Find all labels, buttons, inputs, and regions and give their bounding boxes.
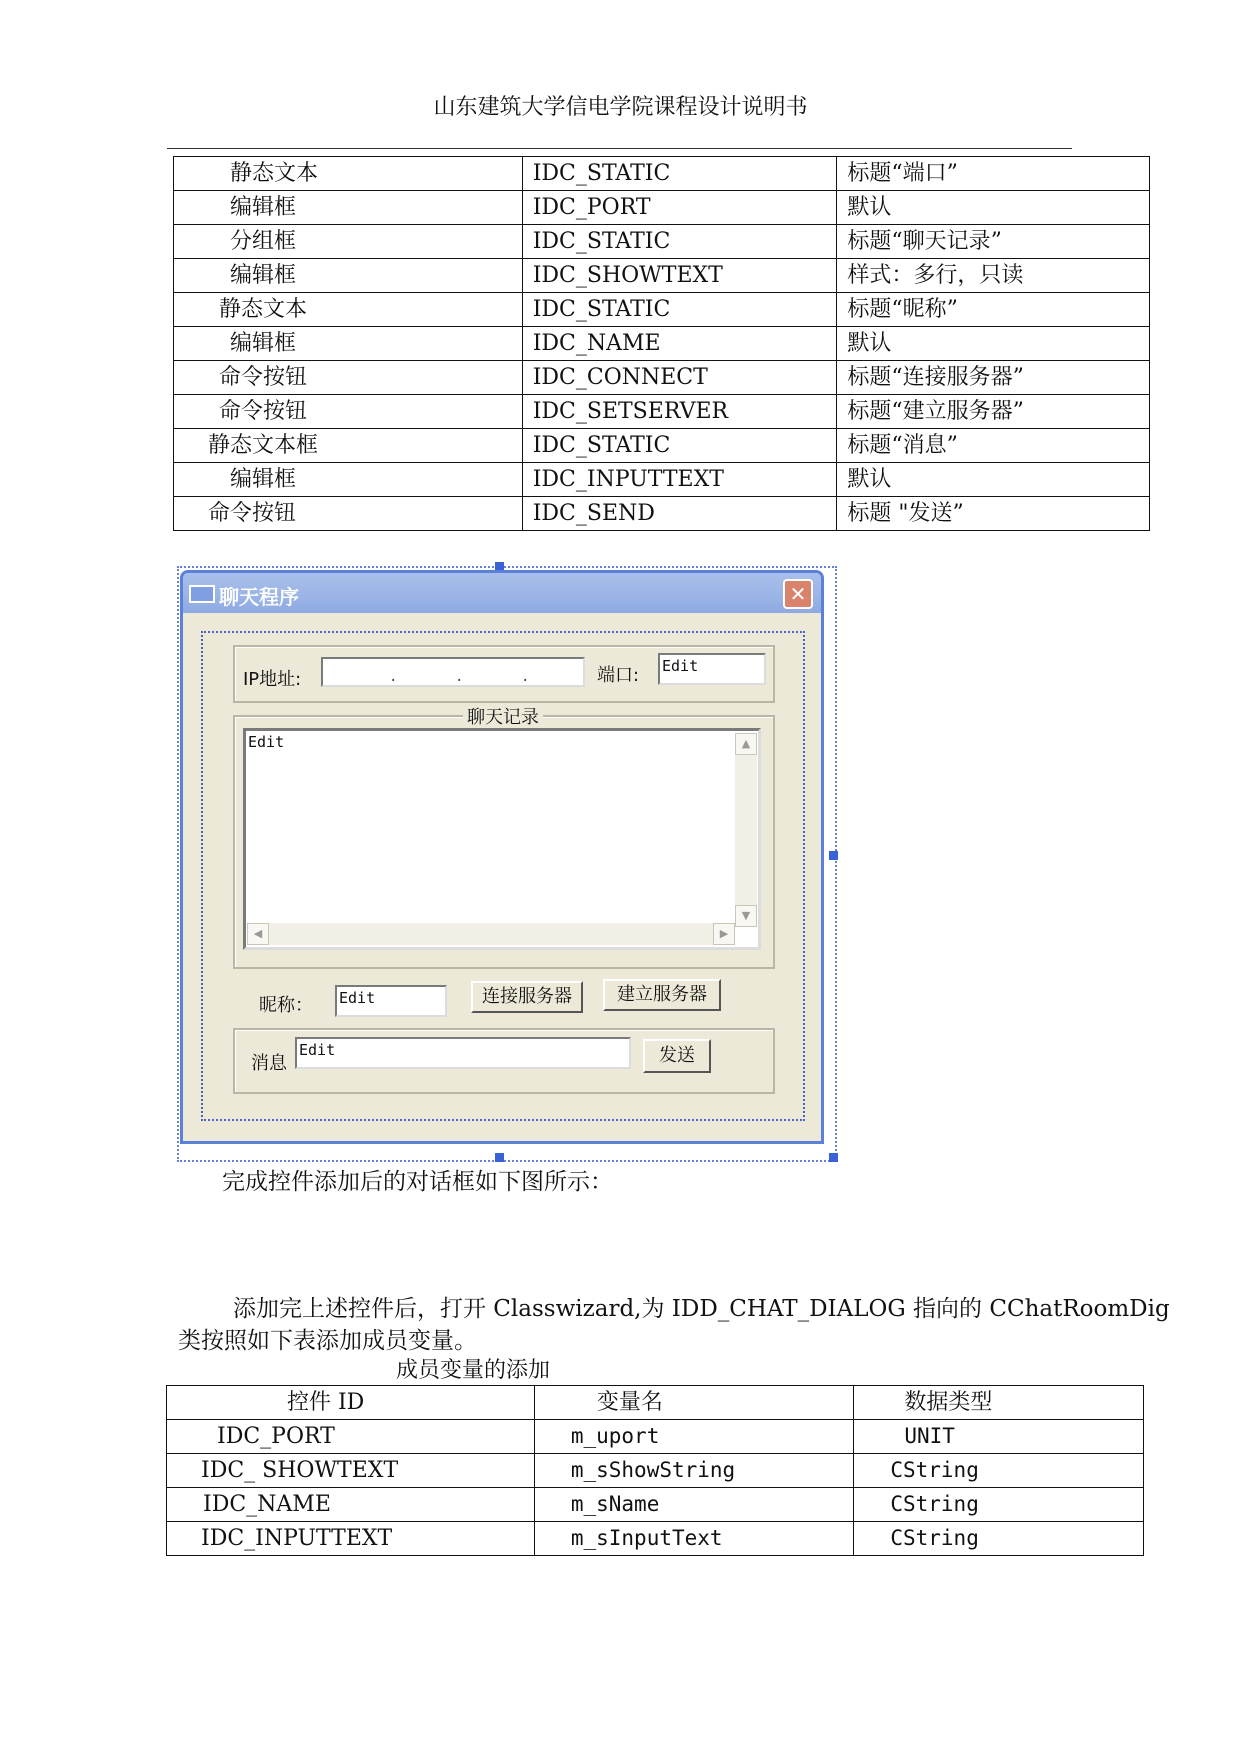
port-label: 端口: — [597, 665, 640, 686]
variable-name-cell: m_sName — [534, 1488, 854, 1522]
variable-table — [166, 1385, 1144, 1556]
control-table-row — [174, 293, 1150, 327]
control-id-cell: IDC_SETSERVER — [522, 395, 837, 429]
control-property-cell: 样式：多行，只读 — [837, 259, 1150, 293]
ip-address-input[interactable] — [321, 657, 585, 687]
column-header: 变量名 — [534, 1386, 854, 1420]
control-type-cell: 命令按钮 — [174, 395, 523, 429]
variable-table-row — [167, 1454, 1144, 1488]
chat-dialog — [180, 570, 824, 1144]
control-table-row — [174, 259, 1150, 293]
paragraph-line: 类按照如下表添加成员变量。 — [178, 1328, 477, 1354]
chat-history-textarea[interactable] — [243, 728, 761, 950]
control-property-cell: 标题“连接服务器” — [837, 361, 1150, 395]
control-type-cell: 分组框 — [174, 225, 523, 259]
ip-separator: . — [389, 669, 398, 685]
control-property-cell: 默认 — [837, 191, 1150, 225]
variable-name-cell: m_uport — [534, 1420, 854, 1454]
control-id-cell: IDC_STATIC — [522, 225, 837, 259]
paragraph-line: 添加完上述控件后，打开 Classwizard,为 IDD_CHAT_DIALOG 指向的 CChatRoomDig — [233, 1296, 1170, 1322]
control-type-cell: 编辑框 — [174, 259, 523, 293]
window-icon — [189, 585, 215, 603]
control-table-row — [174, 429, 1150, 463]
resize-handle[interactable] — [829, 851, 838, 860]
control-property-cell: 标题 "发送” — [837, 497, 1150, 531]
data-type-cell: CString — [854, 1522, 1144, 1556]
variable-table-row — [167, 1420, 1144, 1454]
control-id-cell: IDC_SEND — [522, 497, 837, 531]
control-id-cell: IDC_STATIC — [522, 293, 837, 327]
control-property-cell: 标题“建立服务器” — [837, 395, 1150, 429]
column-header: 数据类型 — [854, 1386, 1144, 1420]
control-table-row — [174, 395, 1150, 429]
control-property-cell: 标题“昵称” — [837, 293, 1150, 327]
scroll-down-icon[interactable]: ▼ — [735, 905, 757, 927]
control-table-row — [174, 361, 1150, 395]
variable-name-cell: m_sShowString — [534, 1454, 854, 1488]
data-type-cell: UNIT — [854, 1420, 1144, 1454]
data-type-cell: CString — [854, 1488, 1144, 1522]
resize-handle[interactable] — [495, 1153, 504, 1162]
control-type-cell: 静态文本框 — [174, 429, 523, 463]
scroll-left-icon[interactable]: ◀ — [247, 923, 269, 945]
resize-handle[interactable] — [829, 1153, 838, 1162]
control-id-cell: IDC_SHOWTEXT — [522, 259, 837, 293]
header-rule — [167, 148, 1072, 149]
control-property-cell: 标题“聊天记录” — [837, 225, 1150, 259]
control-type-cell: 静态文本 — [174, 293, 523, 327]
close-icon[interactable]: ✕ — [783, 579, 813, 609]
control-property-cell: 默认 — [837, 327, 1150, 361]
control-property-cell: 标题“消息” — [837, 429, 1150, 463]
control-id-cell: IDC_CONNECT — [522, 361, 837, 395]
control-type-cell: 命令按钮 — [174, 497, 523, 531]
control-id-cell: IDC_INPUTTEXT — [167, 1522, 535, 1556]
control-id-cell: IDC_ SHOWTEXT — [167, 1454, 535, 1488]
control-id-cell: IDC_PORT — [522, 191, 837, 225]
message-input[interactable]: Edit — [295, 1037, 631, 1069]
control-type-cell: 命令按钮 — [174, 361, 523, 395]
control-id-cell: IDC_NAME — [522, 327, 837, 361]
vertical-scrollbar[interactable] — [735, 733, 757, 927]
nickname-input[interactable]: Edit — [335, 985, 447, 1017]
control-id-cell: IDC_INPUTTEXT — [522, 463, 837, 497]
control-table — [173, 156, 1150, 531]
page-header: 山东建筑大学信电学院课程设计说明书 — [433, 95, 808, 120]
send-button[interactable]: 发送 — [643, 1039, 711, 1073]
control-table-row — [174, 463, 1150, 497]
scroll-up-icon[interactable]: ▲ — [735, 733, 757, 755]
variable-table-row — [167, 1522, 1144, 1556]
dialog-title: 聊天程序 — [219, 585, 299, 609]
ip-label: IP地址: — [243, 669, 302, 690]
variable-name-cell: m_sInputText — [534, 1522, 854, 1556]
control-type-cell: 编辑框 — [174, 463, 523, 497]
control-id-cell: IDC_NAME — [167, 1488, 535, 1522]
control-table-row — [174, 225, 1150, 259]
ip-separator: . — [455, 669, 464, 685]
control-table-row — [174, 191, 1150, 225]
dialog-caption: 完成控件添加后的对话框如下图所示： — [222, 1169, 613, 1195]
column-header: 控件 ID — [167, 1386, 535, 1420]
horizontal-scrollbar[interactable] — [247, 923, 735, 945]
chat-record-label: 聊天记录 — [463, 703, 543, 729]
data-type-cell: CString — [854, 1454, 1144, 1488]
control-property-cell: 标题“端口” — [837, 157, 1150, 191]
table-caption: 成员变量的添加 — [396, 1358, 551, 1383]
scroll-right-icon[interactable]: ▶ — [713, 923, 735, 945]
control-type-cell: 编辑框 — [174, 327, 523, 361]
dialog-titlebar[interactable] — [183, 573, 821, 613]
control-table-row — [174, 157, 1150, 191]
control-table-row — [174, 327, 1150, 361]
control-type-cell: 编辑框 — [174, 191, 523, 225]
control-property-cell: 默认 — [837, 463, 1150, 497]
ip-separator: . — [521, 669, 530, 685]
control-table-row — [174, 497, 1150, 531]
control-id-cell: IDC_PORT — [167, 1420, 535, 1454]
control-id-cell: IDC_STATIC — [522, 429, 837, 463]
control-id-cell: IDC_STATIC — [522, 157, 837, 191]
connect-server-button[interactable]: 连接服务器 — [471, 981, 583, 1013]
chat-history-text: Edit — [248, 733, 285, 751]
port-input[interactable]: Edit — [658, 653, 766, 685]
variable-table-row — [167, 1488, 1144, 1522]
variable-table-header — [167, 1386, 1144, 1420]
setup-server-button[interactable]: 建立服务器 — [603, 979, 721, 1011]
control-type-cell: 静态文本 — [174, 157, 523, 191]
nickname-label: 昵称： — [259, 995, 313, 1016]
message-label: 消息 — [251, 1053, 287, 1074]
